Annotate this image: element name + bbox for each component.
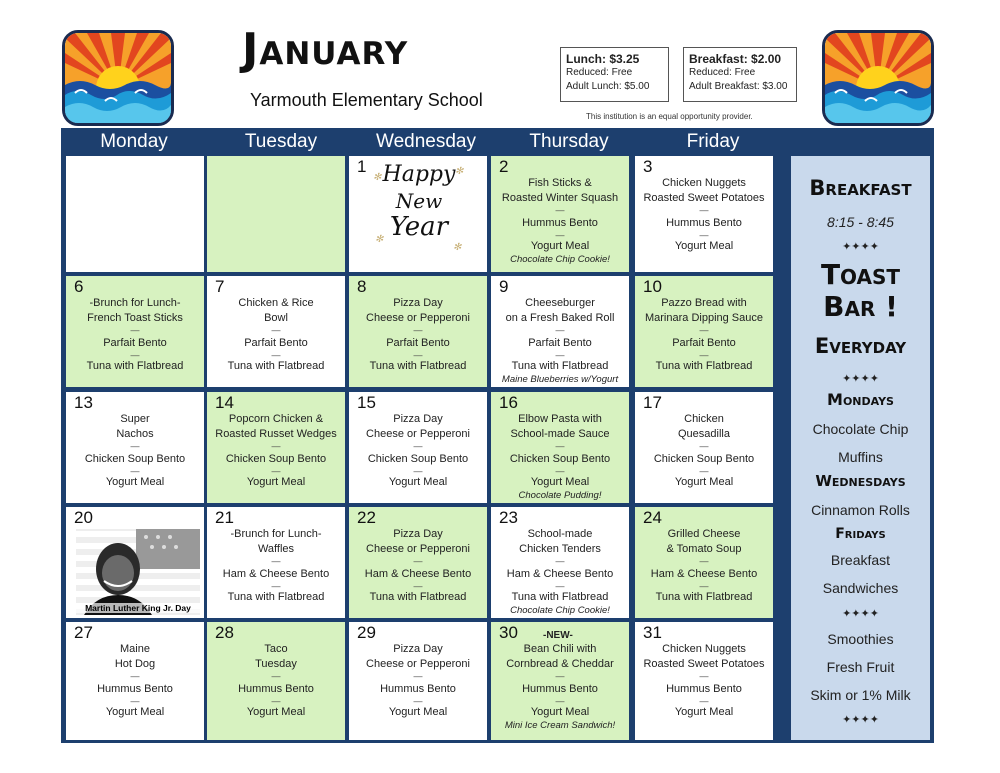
menu-item: Hummus Bento xyxy=(522,217,598,229)
menu-items xyxy=(349,296,487,374)
menu-items xyxy=(349,527,487,605)
menu-items xyxy=(635,412,773,490)
menu-item: Parfait Bento xyxy=(244,337,308,349)
lunch-price-title: Lunch: $3.25 xyxy=(566,52,640,66)
day-number: 28 xyxy=(215,623,234,642)
menu-item: Tuna with Flatbread xyxy=(369,591,467,603)
menu-items xyxy=(207,527,345,605)
menu-item: Yogurt Meal xyxy=(388,706,448,718)
menu-item: Pizza Day xyxy=(393,643,443,655)
menu-separator: — xyxy=(413,556,423,566)
sidebar-mondays-item-2: Muffins xyxy=(838,449,883,465)
menu-separator: — xyxy=(130,466,140,476)
menu-item: Ham & Cheese Bento xyxy=(650,568,758,580)
day-header-tuesday: Tuesday xyxy=(244,131,318,152)
menu-item: on a Fresh Baked Roll xyxy=(505,312,615,324)
day-number: 7 xyxy=(215,277,225,296)
menu-item: Elbow Pasta with xyxy=(518,413,602,425)
day-number: 13 xyxy=(74,393,93,412)
menu-separator: — xyxy=(271,350,281,360)
day-number: 8 xyxy=(357,277,367,296)
menu-separator: — xyxy=(555,205,565,215)
menu-item: Pizza Day xyxy=(393,528,443,540)
menu-item: Hummus Bento xyxy=(666,683,742,695)
new-year-word: Happy xyxy=(382,162,456,187)
menu-separator: — xyxy=(555,581,565,591)
day-number: 29 xyxy=(357,623,376,642)
menu-separator: — xyxy=(271,441,281,451)
sunrise-waves-logo-left xyxy=(62,30,174,126)
calendar-day-cell xyxy=(349,276,487,387)
day-number: 15 xyxy=(357,393,376,412)
sidebar-wednesdays-item: Cinnamon Rolls xyxy=(811,502,910,518)
calendar-day-cell xyxy=(491,276,629,387)
calendar-day-cell xyxy=(635,276,773,387)
menu-items xyxy=(491,296,629,386)
calendar-day-cell xyxy=(66,507,204,618)
menu-item: Tuna with Flatbread xyxy=(511,360,609,372)
calendar-day-cell xyxy=(635,392,773,503)
sidebar-extra-1: Smoothies xyxy=(827,631,894,647)
school-name: Yarmouth Elementary School xyxy=(250,90,483,110)
menu-item: Yogurt Meal xyxy=(674,476,734,488)
sidebar-extra-3: Skim or 1% Milk xyxy=(810,687,911,703)
breakfast-sidebar xyxy=(791,156,930,740)
menu-item: Yogurt Meal xyxy=(530,240,590,252)
menu-item: Quesadilla xyxy=(678,428,730,440)
day-number: 24 xyxy=(643,508,662,527)
menu-items xyxy=(207,296,345,374)
day-number: 9 xyxy=(499,277,509,296)
day-number: 1 xyxy=(357,157,367,176)
menu-item: Roasted Russet Wedges xyxy=(215,428,337,440)
sidebar-extra-2: Fresh Fruit xyxy=(826,659,895,675)
menu-item: Waffles xyxy=(257,543,295,555)
calendar-day-cell xyxy=(349,622,487,740)
breakfast-reduced-price: Reduced: Free xyxy=(689,67,756,78)
sidebar-breakfast-heading: Breakfast xyxy=(809,176,912,200)
menu-item: Parfait Bento xyxy=(386,337,450,349)
menu-item: Bean Chili with xyxy=(523,643,597,655)
menu-separator: — xyxy=(699,466,709,476)
calendar-day-cell xyxy=(491,156,629,272)
calendar-day-cell xyxy=(66,392,204,503)
menu-item: Cheese or Pepperoni xyxy=(366,543,470,555)
menu-separator: — xyxy=(555,441,565,451)
menu-item: Hummus Bento xyxy=(238,683,314,695)
menu-item: Chicken Tenders xyxy=(519,543,601,555)
menu-separator: — xyxy=(413,581,423,591)
calendar-day-cell xyxy=(66,156,204,272)
menu-separator: — xyxy=(555,325,565,335)
breakfast-price-title: Breakfast: $2.00 xyxy=(689,52,782,66)
day-number: 6 xyxy=(74,277,84,296)
menu-separator: — xyxy=(699,671,709,681)
menu-item: Tuna with Flatbread xyxy=(655,591,753,603)
day-number: 2 xyxy=(499,157,509,176)
menu-items xyxy=(349,642,487,720)
menu-items xyxy=(207,642,345,720)
day-header-thursday: Thursday xyxy=(529,131,609,152)
menu-item: Taco xyxy=(264,643,288,655)
menu-item: Bowl xyxy=(264,312,288,324)
menu-item: Yogurt Meal xyxy=(105,476,165,488)
sidebar-wednesdays-heading: Wednesdays xyxy=(815,472,906,490)
menu-separator: — xyxy=(699,325,709,335)
menu-item: Tuna with Flatbread xyxy=(369,360,467,372)
day-number: 21 xyxy=(215,508,234,527)
day-number: 14 xyxy=(215,393,234,412)
menu-separator: — xyxy=(271,325,281,335)
sidebar-everyday-heading: Everyday xyxy=(814,334,907,358)
menu-item: Hummus Bento xyxy=(380,683,456,695)
sidebar-breakfast-time: 8:15 - 8:45 xyxy=(827,214,894,230)
equal-opportunity-notice: This institution is an equal opportunity provider. xyxy=(586,112,753,121)
menu-item: Hummus Bento xyxy=(97,683,173,695)
new-year-word: Year xyxy=(389,212,449,242)
menu-item: Cheese or Pepperoni xyxy=(366,312,470,324)
day-number: 10 xyxy=(643,277,662,296)
menu-item: -Brunch for Lunch- xyxy=(230,528,322,540)
menu-item: Ham & Cheese Bento xyxy=(222,568,330,580)
day-number: 23 xyxy=(499,508,518,527)
calendar-day-cell xyxy=(207,392,345,503)
menu-separator: — xyxy=(555,466,565,476)
menu-treat-note: Chocolate Chip Cookie! xyxy=(510,254,610,265)
menu-item: Chicken Soup Bento xyxy=(225,453,327,465)
menu-separator: — xyxy=(130,671,140,681)
breakfast-price-box xyxy=(683,47,797,102)
menu-item: Grilled Cheese xyxy=(667,528,741,540)
day-number: 22 xyxy=(357,508,376,527)
menu-item: Fish Sticks & xyxy=(528,177,592,189)
menu-separator: — xyxy=(413,466,423,476)
menu-item: French Toast Sticks xyxy=(87,312,183,324)
menu-item: Popcorn Chicken & xyxy=(228,413,324,425)
calendar-day-cell xyxy=(349,392,487,503)
menu-items xyxy=(635,527,773,605)
sidebar-bar-heading: Bar ! xyxy=(823,290,898,323)
menu-separator: — xyxy=(699,696,709,706)
menu-separator: — xyxy=(413,441,423,451)
menu-separator: — xyxy=(130,325,140,335)
menu-items xyxy=(207,412,345,490)
menu-treat-note: Maine Blueberries w/Yogurt xyxy=(501,374,619,385)
menu-item: Tuna with Flatbread xyxy=(227,360,325,372)
menu-item: School-made Sauce xyxy=(510,428,610,440)
calendar-day-cell xyxy=(207,622,345,740)
menu-item: Chicken xyxy=(684,413,724,425)
adult-breakfast-price: Adult Breakfast: $3.00 xyxy=(689,81,788,92)
menu-separator: — xyxy=(413,325,423,335)
lunch-price-box xyxy=(560,47,669,102)
menu-item: Pazzo Bread with xyxy=(661,297,747,309)
menu-item: Yogurt Meal xyxy=(530,706,590,718)
menu-separator: — xyxy=(271,466,281,476)
menu-item: Ham & Cheese Bento xyxy=(506,568,614,580)
menu-separator: — xyxy=(555,696,565,706)
menu-item: Tuesday xyxy=(255,658,297,670)
calendar-day-cell xyxy=(66,276,204,387)
sidebar-fridays-heading: Fridays xyxy=(835,526,886,542)
menu-separator: — xyxy=(413,696,423,706)
menu-item: School-made xyxy=(527,528,593,540)
menu-item: Tuna with Flatbread xyxy=(511,591,609,603)
day-header-friday: Friday xyxy=(686,131,740,152)
day-header-monday: Monday xyxy=(100,131,168,152)
menu-item: Tuna with Flatbread xyxy=(655,360,753,372)
menu-item: Parfait Bento xyxy=(672,337,736,349)
menu-item: Yogurt Meal xyxy=(388,476,448,488)
menu-item: Cheese or Pepperoni xyxy=(366,658,470,670)
menu-item: Marinara Dipping Sauce xyxy=(644,312,763,324)
menu-separator: — xyxy=(699,441,709,451)
menu-treat-note: Chocolate Chip Cookie! xyxy=(510,605,610,616)
menu-items xyxy=(491,527,629,617)
adult-lunch-price: Adult Lunch: $5.00 xyxy=(566,81,650,92)
new-year-word: New xyxy=(395,189,443,213)
menu-items xyxy=(635,296,773,374)
calendar-day-cell xyxy=(491,622,629,740)
menu-treat-note: Chocolate Pudding! xyxy=(518,490,602,501)
menu-item: & Tomato Soup xyxy=(666,543,742,555)
menu-separator: — xyxy=(271,556,281,566)
menu-separator: — xyxy=(699,350,709,360)
menu-item: Chicken Soup Bento xyxy=(84,453,186,465)
menu-item: Chicken Soup Bento xyxy=(509,453,611,465)
menu-item: Yogurt Meal xyxy=(674,706,734,718)
menu-separator: — xyxy=(555,230,565,240)
menu-items xyxy=(66,642,204,720)
menu-item: Roasted Sweet Potatoes xyxy=(643,658,765,670)
sidebar-divider-1: ✦✦✦✦ xyxy=(842,241,879,253)
menu-item: -Brunch for Lunch- xyxy=(89,297,181,309)
menu-separator: — xyxy=(130,441,140,451)
sidebar-mondays-item-1: Chocolate Chip xyxy=(812,421,909,437)
menu-item: Yogurt Meal xyxy=(530,476,590,488)
menu-item: Pizza Day xyxy=(393,413,443,425)
menu-item: Parfait Bento xyxy=(528,337,592,349)
menu-item: Nachos xyxy=(116,428,154,440)
day-header-wednesday: Wednesday xyxy=(376,131,476,152)
menu-separator: — xyxy=(699,556,709,566)
day-number: 3 xyxy=(643,157,653,176)
menu-item: Parfait Bento xyxy=(103,337,167,349)
menu-separator: — xyxy=(699,581,709,591)
menu-item: Chicken Nuggets xyxy=(662,177,746,189)
sidebar-fridays-item-2: Sandwiches xyxy=(822,580,899,596)
day-number: 20 xyxy=(74,508,93,527)
sidebar-fridays-item-1: Breakfast xyxy=(830,552,891,568)
menu-separator: — xyxy=(555,556,565,566)
calendar-day-cell xyxy=(491,507,629,618)
day-number: 31 xyxy=(643,623,662,642)
menu-item: Chicken & Rice xyxy=(238,297,314,309)
sidebar-divider-4: ✦✦✦✦ xyxy=(842,714,879,726)
day-number: 16 xyxy=(499,393,518,412)
menu-item: Roasted Sweet Potatoes xyxy=(643,192,765,204)
happy-new-year-illustration xyxy=(371,162,467,262)
calendar-day-cell xyxy=(635,507,773,618)
sidebar-toast-heading: Toast xyxy=(820,258,901,291)
menu-separator: — xyxy=(555,350,565,360)
menu-separator: — xyxy=(413,671,423,681)
new-item-tag: -NEW- xyxy=(543,630,573,641)
menu-items xyxy=(491,642,629,732)
menu-items xyxy=(66,296,204,374)
calendar-day-cell xyxy=(66,622,204,740)
menu-separator: — xyxy=(271,671,281,681)
menu-separator: — xyxy=(271,581,281,591)
calendar-day-cell xyxy=(349,156,487,272)
menu-item: Yogurt Meal xyxy=(246,706,306,718)
menu-separator: — xyxy=(699,230,709,240)
menu-items xyxy=(491,412,629,502)
sunrise-waves-logo-right xyxy=(822,30,934,126)
menu-separator: — xyxy=(271,696,281,706)
menu-separator: — xyxy=(413,350,423,360)
menu-item: Chicken Nuggets xyxy=(662,643,746,655)
sparkle-decoration: ✻ ✻ ✻ ✻ xyxy=(373,166,464,253)
menu-items xyxy=(349,412,487,490)
calendar-day-cell xyxy=(349,507,487,618)
menu-separator: — xyxy=(699,205,709,215)
menu-items xyxy=(66,412,204,490)
calendar-day-cell xyxy=(207,507,345,618)
lunch-reduced-price: Reduced: Free xyxy=(566,67,633,78)
menu-item: Chicken Soup Bento xyxy=(367,453,469,465)
menu-separator: — xyxy=(555,671,565,681)
calendar-day-cell xyxy=(635,156,773,272)
menu-item: Cornbread & Cheddar xyxy=(506,658,614,670)
menu-separator: — xyxy=(130,696,140,706)
menu-item: Maine xyxy=(120,643,150,655)
menu-item: Cheese or Pepperoni xyxy=(366,428,470,440)
mlk-day-caption: Martin Luther King Jr. Day xyxy=(76,603,200,613)
sidebar-mondays-heading: Mondays xyxy=(827,390,894,409)
menu-item: Chicken Soup Bento xyxy=(653,453,755,465)
calendar-day-cell xyxy=(207,276,345,387)
menu-items xyxy=(491,176,629,266)
day-number: 27 xyxy=(74,623,93,642)
menu-item: Yogurt Meal xyxy=(674,240,734,252)
menu-item: Tuna with Flatbread xyxy=(86,360,184,372)
calendar-day-cell xyxy=(491,392,629,503)
menu-item: Yogurt Meal xyxy=(105,706,165,718)
day-number: 17 xyxy=(643,393,662,412)
menu-item: Tuna with Flatbread xyxy=(227,591,325,603)
sidebar-divider-3: ✦✦✦✦ xyxy=(842,608,879,620)
menu-item: Hummus Bento xyxy=(522,683,598,695)
menu-item: Hot Dog xyxy=(114,658,156,670)
page-title: January xyxy=(242,24,409,75)
menu-item: Yogurt Meal xyxy=(246,476,306,488)
sidebar-divider-2: ✦✦✦✦ xyxy=(842,373,879,385)
menu-item: Cheeseburger xyxy=(525,297,595,309)
day-number: 30 xyxy=(499,623,518,642)
menu-items xyxy=(635,176,773,254)
menu-item: Super xyxy=(120,413,150,425)
menu-item: Hummus Bento xyxy=(666,217,742,229)
mlk-portrait-illustration xyxy=(76,529,200,615)
menu-treat-note: Mini Ice Cream Sandwich! xyxy=(504,720,616,731)
menu-items xyxy=(635,642,773,720)
menu-item: Roasted Winter Squash xyxy=(501,192,619,204)
calendar-day-cell xyxy=(635,622,773,740)
calendar-day-cell xyxy=(207,156,345,272)
menu-separator: — xyxy=(130,350,140,360)
menu-item: Pizza Day xyxy=(393,297,443,309)
menu-item: Ham & Cheese Bento xyxy=(364,568,472,580)
